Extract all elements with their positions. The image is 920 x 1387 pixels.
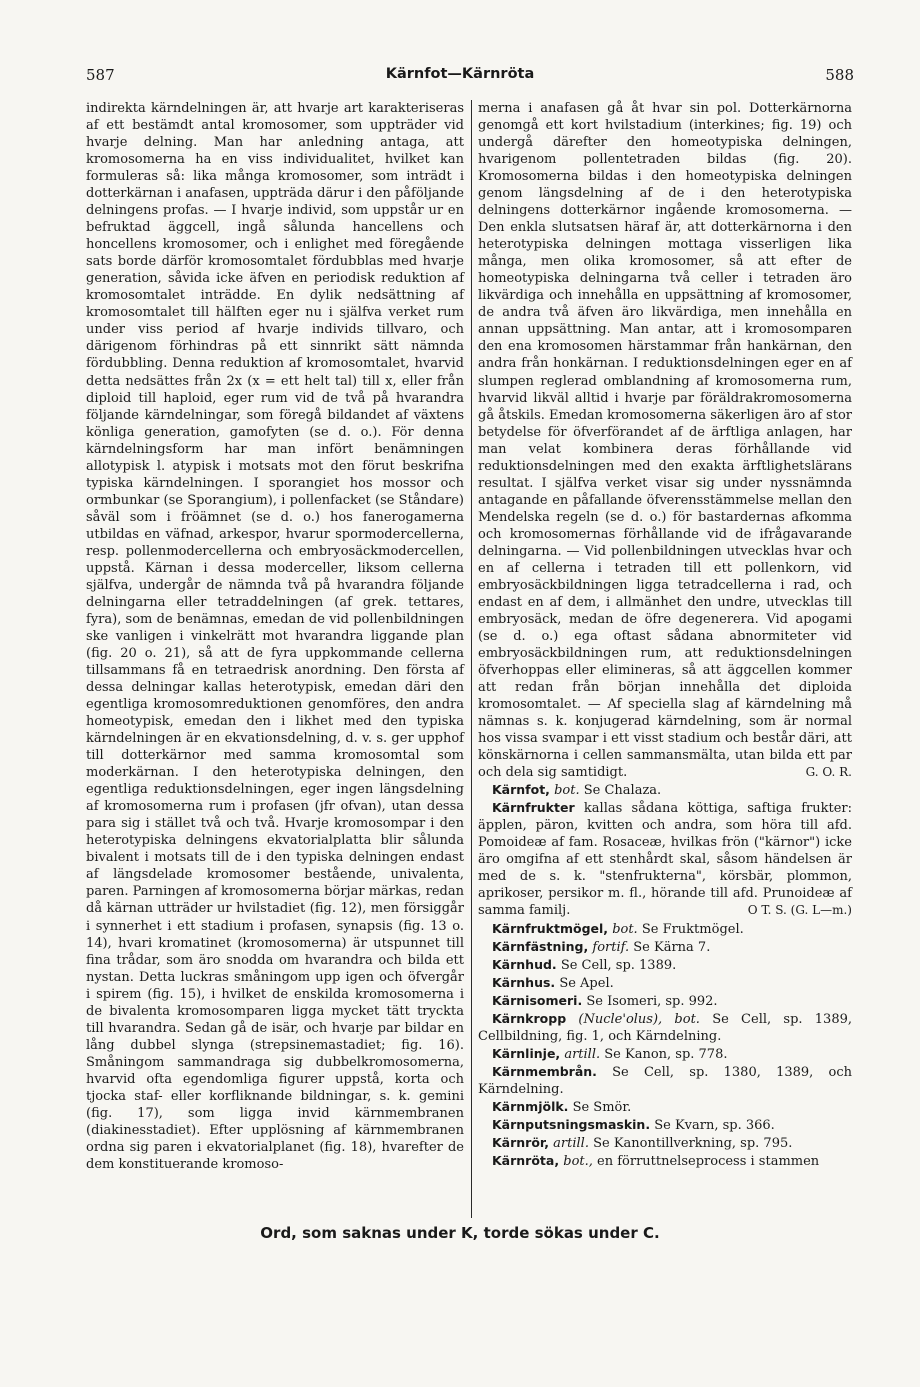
dictionary-entry bbox=[478, 1010, 852, 1045]
column-divider bbox=[471, 100, 472, 1218]
entry-headword: Kärnputsningsmaskin. bbox=[492, 1116, 651, 1132]
dictionary-entry bbox=[478, 1134, 852, 1152]
entry-headword: Kärnfruktmögel, bbox=[492, 920, 609, 936]
entry-signature: O T. S. (G. L—m.) bbox=[747, 903, 852, 918]
entry-body: Se Apel. bbox=[559, 975, 614, 991]
entry-body: Se Chalaza. bbox=[583, 783, 662, 799]
entry-label: bot., bbox=[563, 1153, 593, 1169]
dictionary-entry bbox=[478, 1063, 852, 1098]
entry-headword: Kärnmembrån. bbox=[492, 1063, 597, 1079]
entry-headword: Kärnhus. bbox=[492, 974, 556, 990]
entry-body: Se Fruktmögel. bbox=[641, 921, 744, 937]
entry-headword: Kärnfästning, bbox=[492, 938, 589, 954]
dictionary-entry bbox=[478, 781, 852, 799]
entry-headword: Kärnkropp bbox=[492, 1010, 567, 1026]
right-column-continuation bbox=[478, 100, 852, 781]
entry-headword: Kärnrör, bbox=[492, 1134, 550, 1150]
running-title: Kärnfot—Kärnröta bbox=[385, 66, 535, 82]
page-header bbox=[0, 66, 920, 88]
entry-body: Se Kanontillverkning, sp. 795. bbox=[593, 1135, 793, 1151]
entry-headword: Kärnisomeri. bbox=[492, 992, 583, 1008]
dictionary-entry bbox=[478, 938, 852, 956]
dictionary-entry bbox=[478, 956, 852, 974]
entry-label: (Nucle'olus), bot. bbox=[578, 1011, 700, 1027]
page-number-left: 587 bbox=[86, 66, 115, 84]
entry-body: Se Cell, sp. 1389, Cellbildning, fig. 1, och Kärndelning. bbox=[478, 1011, 852, 1044]
entry-list bbox=[478, 781, 852, 1170]
dictionary-entry bbox=[478, 992, 852, 1010]
dictionary-entry bbox=[478, 799, 852, 919]
entry-headword: Kärnlinje, bbox=[492, 1045, 561, 1061]
entry-headword: Kärnmjölk. bbox=[492, 1098, 569, 1114]
entry-label: artill. bbox=[553, 1135, 589, 1151]
dictionary-entry bbox=[478, 974, 852, 992]
entry-body: Se Kvarn, sp. 366. bbox=[654, 1117, 775, 1133]
entry-body: kallas sådana köttiga, saftiga frukter: äpplen, päron, kvitten och andra, som höra till afd. Pomoideæ af fam. Rosaceæ, hvilkas frön ("kärnor") icke äro omgifna af ett stenhårdt skal, såsom händelsen är med de s. k. "stenfrukterna", körsbär, plommon, aprikoser, persikor m. fl., hörande till afd. Prunoideæ af samma familj. bbox=[478, 801, 852, 919]
entry-body: en förruttnelseprocess i stammen bbox=[597, 1153, 820, 1169]
entry-headword: Kärnfrukter bbox=[492, 800, 575, 816]
dictionary-entry bbox=[478, 1045, 852, 1063]
entry-body: Se Cell, sp. 1389. bbox=[560, 957, 677, 973]
left-column-text: indirekta kärndelningen är, att hvarje art karakteriseras af ett bestämdt antal kromosomer, som uppträder vid hvarje delning. Man har anledning antaga, att kromosomerna ha en viss individualitet, hvilket kan formuleras så: lika många kromosomer, som inträdt i dotterkärnan i anafasen, uppträda därur i den påföljande delningens profas. — I hvarje individ, som uppstår ur en befruktad äggcell, ingå sålunda hancellens och honcellens kromosomer, och i enlighet med föregående sats borde därför kromosomtalet fördubblas med hvarje generation, såvida icke äfven en periodisk reduktion af kromosomtalet inträdde. En dylik nedsättning af kromosomtalet till hälften eger nu i själfva verket rum under viss period af hvarje individs tillvaro, och därigenom förhindras på ett sinnrikt sätt nämnda fördubbling. Denna reduktion af kromosomtalet, hvarvid detta nedsättes från 2x (x = ett helt tal) till x, eller från diploid till haploid, eger rum vid de två på hvarandra följande kärndelningar, som föregå bildandet af växtens könliga generation, gamofyten (se d. o.). För denna kärndelningsform har man infört benämningen allotypisk l. atypisk i motsats mot den förut beskrifna typiska kärndelningen. I sporangiet hos mossor och ormbunkar (se Sporangium), i pollenfacket (se Ståndare) såväl som i fröämnet (se d. o.) hos fanerogamerna utbildas en väfnad, arkespor, hvarur spormodercellerna, resp. pollenmodercellerna och embryosäckmodercellen, uppstå. Kärnan i dessa moderceller, liksom cellerna själfva, undergår de nämnda två på hvarandra följande delningarna eller tetraddelningen (af grek. tettares, fyra), som de benämnas, emedan de vid pollenbildningen ske vanligen i vinkelrätt mot hvarandra liggande plan (fig. 20 o. 21), så att de fyra uppkommande cellerna tillsammans få en tetraedrisk anordning. Den första af dessa delningar kallas heterotypisk, emedan däri den egentliga kromosomreduktionen genomföres, den andra homeotypisk, emedan den i likhet med den typiska kärndelningen är en ekvationsdelning, d. v. s. ger upphof till dotterkärnor med samma kromosomtal som moderkärnan. I den heterotypiska delningen, den egentliga reduktionsdelningen, eger ingen längsdelning af kromosomerna rum i profasen (jfr ofvan), utan dessa para sig i stället två och två. Hvarje kromosompar i den heterotypiska delningens ekvatorialplatta blir sålunda bivalent i motsats till de i den typiska delningen endast af längsdelade kromosomer bestående, univalenta, paren. Parningen af kromosomerna börjar märkas, redan då kärnan utträder ur hvilstadiet (fig. 12), men försiggår i synnerhet i ett stadium i profasen, synapsis (fig. 13 o. 14), hvari kromatinet (kromosomerna) är utspunnet till fina trådar, som äro snodda om hvarandra och bilda ett nystan. Detta luckras småningom upp igen och öfvergår i spirem (fig. 15), i hvilket de enskilda kromosomerna i de bivalenta kromosomparen ligga mycket tätt tryckta till hvarandra. Sedan gå de isär, och hvarje par bildar en lång dubbel slynga (strepsinemastadiet; fig. 16). Småningom sammandraga sig dubbelkromosomerna, hvarvid ofta egendomliga figurer uppstå, korta och tjocka staf- eller korfliknande bildningar, s. k. gemini (fig. 17), som ligga invid kärnmembranen (diakinesstadiet). Efter upplösning af kärnmembranen ordna sig paren i ekvatorialplanet (fig. 18), hvarefter de dem konstituerande kromoso- bbox=[86, 101, 464, 1172]
dictionary-entry bbox=[478, 1098, 852, 1116]
dictionary-entry bbox=[478, 1152, 852, 1170]
entry-headword: Kärnhud. bbox=[492, 956, 557, 972]
entry-body: Se Isomeri, sp. 992. bbox=[586, 993, 718, 1009]
right-column bbox=[478, 100, 852, 1170]
continuation-signature: G. O. R. bbox=[805, 765, 852, 780]
entry-label: bot. bbox=[554, 783, 580, 799]
entry-label: artill. bbox=[564, 1046, 601, 1062]
entry-body: Se Smör. bbox=[572, 1099, 632, 1115]
entry-label: bot. bbox=[612, 921, 638, 937]
left-column bbox=[86, 100, 464, 1173]
page-footer: Ord, som saknas under K, torde sökas under C. bbox=[260, 1224, 660, 1242]
entry-headword: Kärnröta, bbox=[492, 1152, 560, 1168]
dictionary-entry bbox=[478, 920, 852, 938]
entry-body: Se Kärna 7. bbox=[633, 939, 711, 955]
entry-headword: Kärnfot, bbox=[492, 782, 550, 798]
dictionary-entry bbox=[478, 1116, 852, 1134]
entry-body: Se Kanon, sp. 778. bbox=[604, 1046, 728, 1062]
page-number-right: 588 bbox=[825, 66, 854, 84]
entry-body: Se Cell, sp. 1380, 1389, och Kärndelning. bbox=[478, 1064, 852, 1097]
continuation-text: merna i anafasen gå åt hvar sin pol. Dotterkärnorna genomgå ett kort hvilstadium (interkines; fig. 19) och undergå därefter den homeotypiska delningen, hvarigenom pollentetraden bildas (fig. 20). Kromosomerna bildas i den homeotypiska delningen genom längsdelning af de i den heterotypiska delningens dotterkärnor ingående kromosomerna. — Den enkla slutsatsen häraf är, att dotterkärnorna i den heterotypiska delningen mottaga visserligen lika många, men olika kromosomer, så att efter de homeotypiska delningarna två celler i tetraden äro likvärdiga och innehålla en uppsättning af kromosomer, de andra två äfven äro likvärdiga, men innehålla en annan uppsättning. Man antar, att i kromosomparen den ena kromosomen härstammar från hankärnan, den andra från honkärnan. I reduktionsdelningen eger en af slumpen reglerad omblandning af kromosomerna rum, hvarvid likväl alltid i hvarje par föräldrakromosomerna gå åtskils. Emedan kromosomerna säkerligen äro af stor betydelse för öfverförandet af de ärftliga anlagen, har man velat kombinera deras förhållande vid reduktionsdelningen med den exakta ärftlighetslärans resultat. I själfva verket visar sig under nyssnämnda antagande en påfallande öfverensstämmelse mellan den Mendelska regeln (se d. o.) för bastardernas afkomma och kromosomernas förhållande vid de ifrågavarande delningarna. — Vid pollenbildningen utvecklas hvar och en af cellerna i tetraden till ett pollenkorn, vid embryosäckbildningen ligga tetradcellerna i rad, och endast en af dem, i allmänhet den undre, utvecklas till embryosäck, medan de öfre degenerera. Vid apogami (se d. o.) ega oftast sådana abnormiteter vid embryosäckbildningen rum, att reduktionsdelningen öfverhoppas eller elimineras, så att äggcellen kommer att redan från början innehålla det diploida kromosomtalet. — Af speciella slag af kärndelning må nämnas s. k. konjugerad kärndelning, som är normal hos vissa svampar i ett visst stadium och består däri, att könskärnorna i cellen sammansmälta, utan bilda ett par och dela sig samtidigt. bbox=[478, 101, 852, 781]
entry-label: fortif. bbox=[592, 939, 630, 955]
